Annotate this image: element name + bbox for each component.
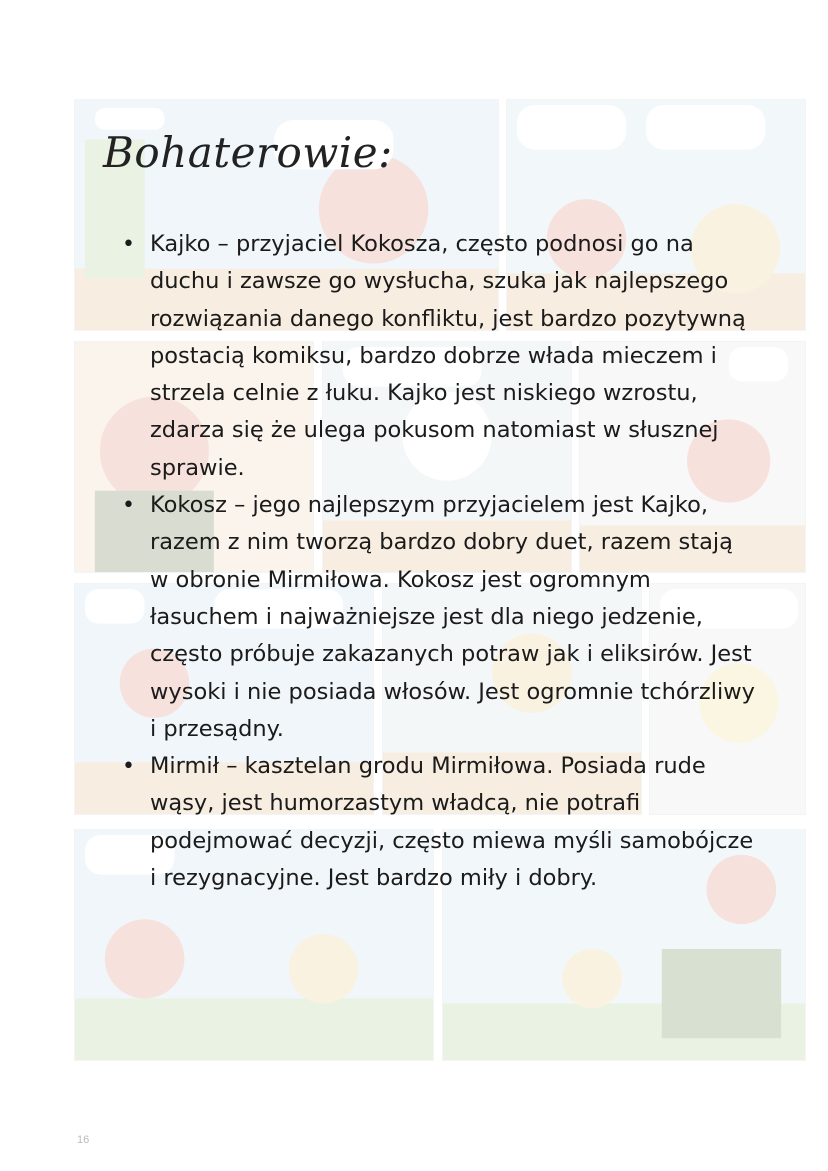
bullet-icon: • [122, 493, 135, 519]
bullet-icon: • [122, 232, 135, 257]
character-description: Mirmił – kasztelan grodu Mirmiłowa. Posiada rude wąsy, jest humorzastym władcą, nie potrafi podejmować decyzji, często miewa myśli samobójcze i rezygnacyjne. Jest bardzo miły i dobry. [150, 753, 754, 892]
page-number: 16 [77, 1134, 90, 1146]
list-item [118, 748, 758, 897]
list-item [118, 487, 758, 748]
list-item [118, 226, 758, 487]
character-description: Kokosz – jego najlepszym przyjacielem jest Kajko, razem z nim tworzą bardzo dobry duet, razem stają w obronie Mirmiłowa. Kokosz jest ogromnym łasuchem i najważniejsze jest dla niego jedzenie, często próbuje zakazanych potraw jak i eliksirów. Jest wysoki i nie posiada włosów. Jest ogromnie tchórzliwy i przesądny. [150, 492, 755, 742]
character-description: Kajko – przyjaciel Kokosza, często podnosi go na duchu i zawsze go wysłucha, szuka jak najlepszego rozwiązania danego konfliktu, jest bardzo pozytywną postacią komiksu, bardzo dobrze włada mieczem i strzela celnie z łuku. Kajko jest niskiego wzrostu, zdarza się że ulega pokusom natomiast w słusznej sprawie. [150, 231, 746, 481]
character-list [118, 226, 758, 897]
page-title: Bohaterowie: [103, 128, 393, 177]
bullet-icon: • [122, 754, 135, 780]
